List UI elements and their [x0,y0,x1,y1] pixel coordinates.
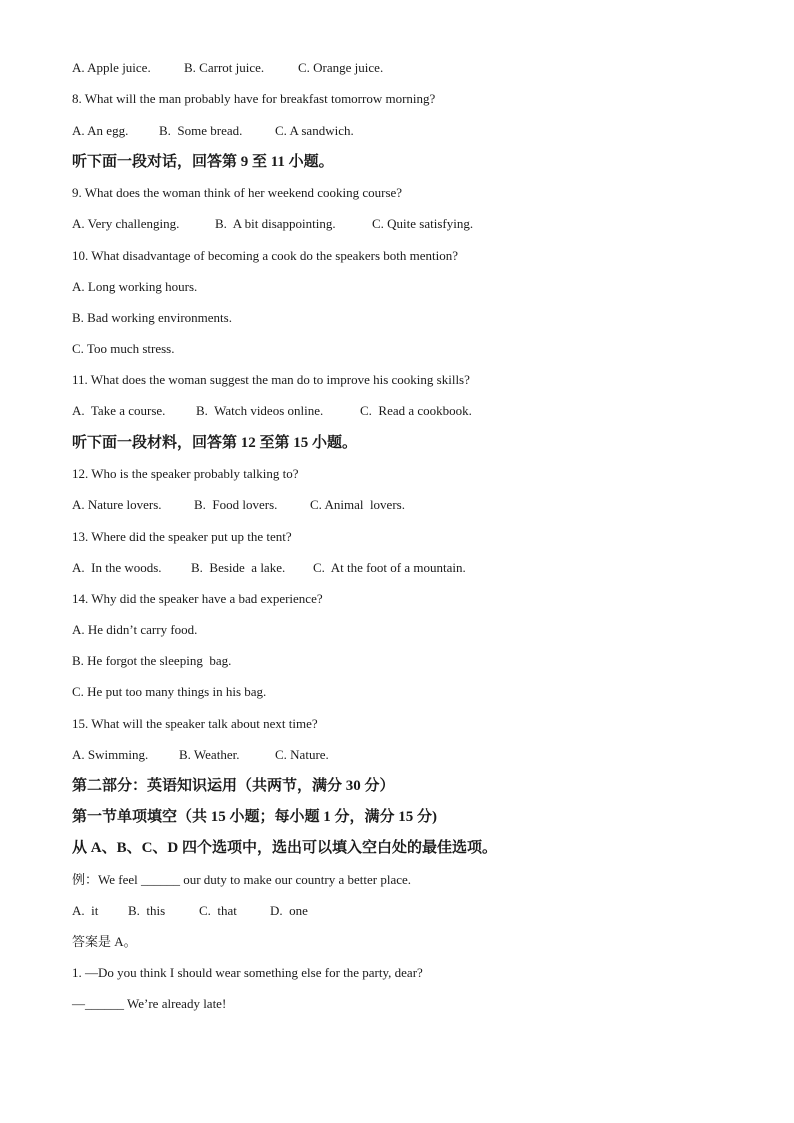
section-heading: 第二部分：英语知识运用（共两节，满分 30 分） [72,778,395,794]
option-row [72,215,672,233]
text-line: B. He forgot the sleeping bag. [72,653,232,668]
option-item: B. this [128,903,166,918]
option-item: C. Quite satisfying. [372,216,474,231]
option-item: B. Carrot juice. [184,60,265,75]
option-row [72,559,672,577]
option-item: B. Watch videos online. [196,403,324,418]
text-line: 答案是 A。 [72,934,137,949]
section-heading: 听下面一段对话，回答第 9 至 11 小题。 [72,154,334,170]
text-line: 10. What disadvantage of becoming a cook do the speakers both mention? [72,248,459,263]
option-item: C. At the foot of a mountain. [313,560,466,575]
option-item: B. A bit disappointing. [215,216,336,231]
option-item: C. A sandwich. [275,123,354,138]
option-item: B. Weather. [179,747,240,762]
text-line: 12. Who is the speaker probably talking to? [72,466,299,481]
text-line: B. Bad working environments. [72,310,232,325]
option-item: D. one [270,903,308,918]
section-heading: 第一节单项填空（共 15 小题；每小题 1 分，满分 15 分) [72,809,437,825]
option-item: C. Animal lovers. [310,497,405,512]
text-line: 11. What does the woman suggest the man do to improve his cooking skills? [72,372,470,387]
text-line: A. He didn’t carry food. [72,622,198,637]
text-line: C. He put too many things in his bag. [72,684,267,699]
text-line: 13. Where did the speaker put up the tent? [72,529,292,544]
option-item: A. Apple juice. [72,60,151,75]
section-heading: 从 A、B、C、D 四个选项中，选出可以填入空白处的最佳选项。 [72,840,498,856]
option-item: C. Read a cookbook. [360,403,472,418]
option-item: C. that [199,903,237,918]
option-item: A. An egg. [72,123,129,138]
option-item: B. Some bread. [159,123,243,138]
option-row [72,122,672,140]
option-row [72,746,672,764]
option-item: C. Orange juice. [298,60,384,75]
option-item: A. In the woods. [72,560,162,575]
option-item: A. Very challenging. [72,216,180,231]
text-line: A. Long working hours. [72,279,198,294]
text-line: 1. —Do you think I should wear something else for the party, dear? [72,965,423,980]
option-row [72,496,672,514]
text-line: 14. Why did the speaker have a bad experience? [72,591,323,606]
option-row [72,402,672,420]
option-item: A. Swimming. [72,747,149,762]
text-line: 15. What will the speaker talk about next time? [72,716,318,731]
option-item: A. it [72,903,99,918]
text-line: —______ We’re already late! [72,996,227,1011]
option-item: B. Food lovers. [194,497,278,512]
text-line: C. Too much stress. [72,341,175,356]
option-row [72,902,672,920]
text-line: 8. What will the man probably have for breakfast tomorrow morning? [72,91,436,106]
option-item: B. Beside a lake. [191,560,286,575]
option-row [72,59,672,77]
text-line: 9. What does the woman think of her weekend cooking course? [72,185,403,200]
text-line: 例：We feel ______ our duty to make our country a better place. [72,872,412,887]
option-item: C. Nature. [275,747,329,762]
option-item: A. Nature lovers. [72,497,162,512]
section-heading: 听下面一段材料，回答第 12 至第 15 小题。 [72,435,358,451]
option-item: A. Take a course. [72,403,166,418]
